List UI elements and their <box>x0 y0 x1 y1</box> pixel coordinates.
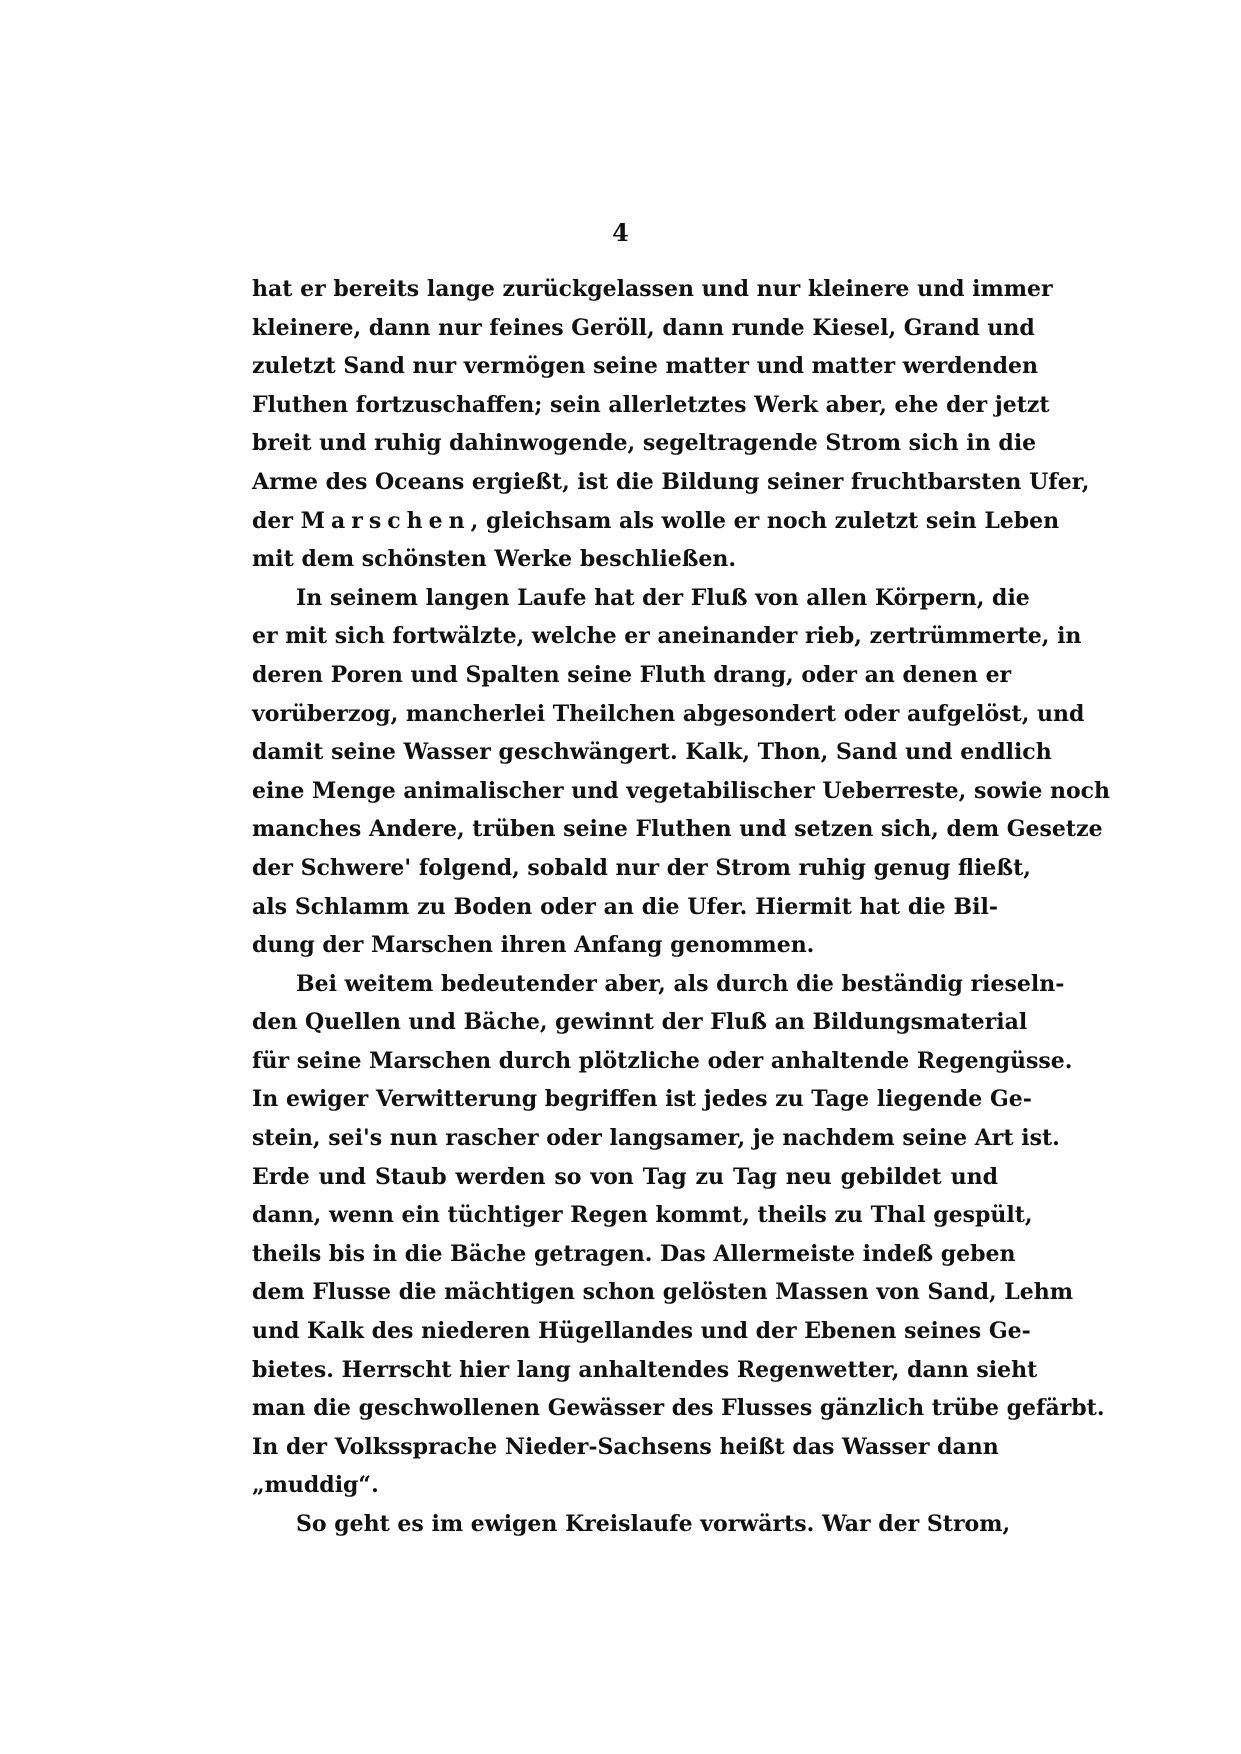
text-line: zuletzt Sand nur vermögen seine matter und matter werdenden <box>252 353 1039 380</box>
text-line: kleinere, dann nur feines Geröll, dann runde Kiesel, Grand und <box>252 314 1035 341</box>
body-text <box>252 270 1111 1544</box>
text-line: vorüberzog, mancherlei Theilchen abgesondert oder aufgelöst, und <box>252 700 1085 727</box>
text-line: und Kalk des niederen Hügellandes und der Ebenen seines Ge- <box>252 1318 1031 1345</box>
text-line: Erde und Staub werden so von Tag zu Tag neu gebildet und <box>252 1163 998 1190</box>
text-line: In seinem langen Laufe hat der Fluß von allen Körpern, die <box>296 584 1030 611</box>
text-line: man die geschwollenen Gewässer des Flusses gänzlich trübe gefärbt. <box>252 1395 1105 1422</box>
text-line: breit und ruhig dahinwogende, segeltragende Strom sich in die <box>252 430 1037 457</box>
text-line: für seine Marschen durch plötzliche oder anhaltende Regengüsse. <box>252 1047 1073 1074</box>
text-line: er mit sich fortwälzte, welche er aneinander rieb, zertrümmerte, in <box>252 623 1082 650</box>
text-line: Arme des Oceans ergießt, ist die Bildung seiner fruchtbarsten Ufer, <box>252 468 1090 495</box>
text-line: mit dem schönsten Werke beschließen. <box>252 546 737 573</box>
text-line <box>252 502 1060 541</box>
text-line: hat er bereits lange zurückgelassen und nur kleinere und immer <box>252 276 1053 302</box>
text-line: als Schlamm zu Boden oder an die Ufer. Hiermit hat die Bil- <box>252 893 998 920</box>
text-line: „muddig“. <box>252 1472 379 1499</box>
text-line: dung der Marschen ihren Anfang genommen. <box>252 932 815 959</box>
text-line: deren Poren und Spalten seine Fluth drang, oder an denen er <box>252 661 1012 688</box>
text-line: So geht es im ewigen Kreislaufe vorwärts. War der Strom, <box>296 1511 1011 1537</box>
text-line: theils bis in die Bäche getragen. Das Allermeiste indeß geben <box>252 1240 1016 1267</box>
text-line: damit seine Wasser geschwängert. Kalk, Thon, Sand und endlich <box>252 739 1052 766</box>
text-line: In der Volkssprache Nieder-Sachsens heißt das Wasser dann <box>252 1433 999 1460</box>
text-line: dem Flusse die mächtigen schon gelösten Massen von Sand, Lehm <box>252 1279 1074 1306</box>
text-line: stein, sei's nun rascher oder langsamer, je nachdem seine Art ist. <box>252 1125 1060 1152</box>
text-line: der Schwere' folgend, sobald nur der Strom ruhig genug fließt, <box>252 854 1031 881</box>
text-line: Fluthen fortzuschaffen; sein allerletztes Werk aber, ehe der jetzt <box>252 391 1050 418</box>
page-number: 4 <box>612 218 629 247</box>
text-line: den Quellen und Bäche, gewinnt der Fluß an Bildungsmaterial <box>252 1009 1028 1036</box>
text-line: dann, wenn ein tüchtiger Regen kommt, theils zu Thal gespült, <box>252 1202 1033 1229</box>
text-line: manches Andere, trüben seine Fluthen und setzen sich, dem Gesetze <box>252 816 1103 843</box>
emphasized-term: Marschen <box>300 507 471 534</box>
text-run: der <box>252 507 293 534</box>
text-line: In ewiger Verwitterung begriffen ist jedes zu Tage liegende Ge- <box>252 1086 1032 1113</box>
text-line: eine Menge animalischer und vegetabilischer Ueberreste, sowie noch <box>252 777 1111 804</box>
text-run: , gleichsam als wolle er noch zuletzt sein Leben <box>470 507 1060 534</box>
text-line: bietes. Herrscht hier lang anhaltendes Regenwetter, dann sieht <box>252 1356 1038 1383</box>
text-line: Bei weitem bedeutender aber, als durch die beständig rieseln- <box>296 970 1065 997</box>
